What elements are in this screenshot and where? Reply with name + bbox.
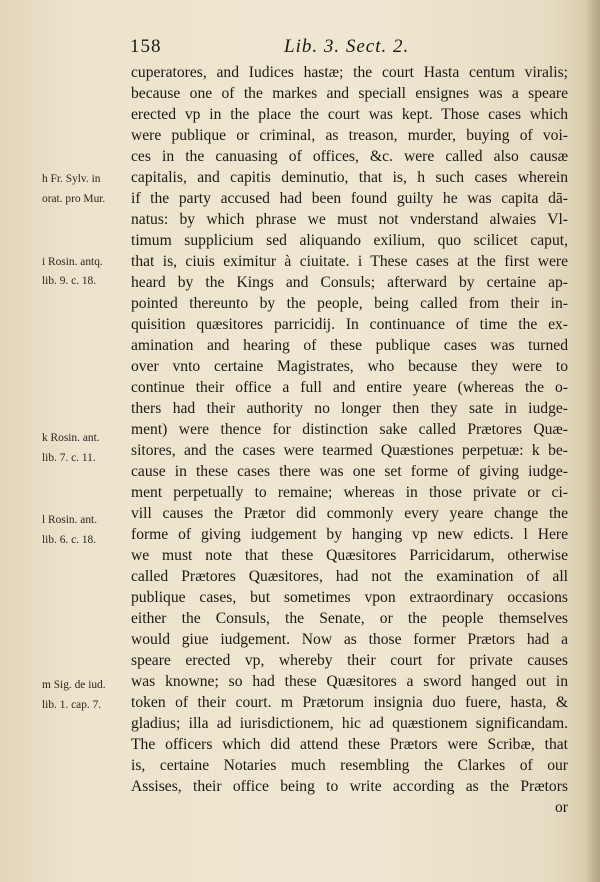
text-line: token of their court. m Prætorum insignia duo fuere, hasta, & bbox=[131, 694, 568, 711]
page-edge-shadow bbox=[586, 0, 600, 882]
text-line: quisition quæsitores parricidij. In continuance of time the ex- bbox=[131, 316, 568, 333]
text-line: cause in these cases there was one set forme of giving iudge- bbox=[131, 463, 568, 480]
text-line: amination and hearing of these publique cases was turned bbox=[131, 337, 568, 354]
text-line: ment) were thence for distinction sake called Prætores Quæ- bbox=[131, 421, 568, 438]
text-line: because one of the markes and speciall ensignes was a speare bbox=[131, 85, 568, 102]
text-line: speare erected vp, whereby their court for private causes bbox=[131, 652, 568, 669]
text-line: if the party accused had been found guilty he was capita dā- bbox=[131, 190, 568, 207]
text-line: thers had their authority no longer then they sate in iudge- bbox=[131, 400, 568, 417]
margin-note: i Rosin. antq. bbox=[42, 256, 103, 268]
margin-note: h Fr. Sylv. in bbox=[42, 173, 101, 185]
margin-note: lib. 9. c. 18. bbox=[42, 275, 97, 287]
page-header bbox=[130, 36, 570, 62]
text-line: cuperatores, and Iudices hastæ; the court Hasta centum viralis; bbox=[131, 64, 568, 81]
text-line: timum supplicium sed aliquando exilium, quo scilicet caput, bbox=[131, 232, 568, 249]
text-line: pointed thereunto by the people, being called from their in- bbox=[131, 295, 568, 312]
text-line: continue their office a full and entire yeare (whereas the o- bbox=[131, 379, 568, 396]
catchword: or bbox=[555, 799, 568, 816]
body-text bbox=[131, 62, 568, 818]
text-line: ces in the canuasing of offices, &c. were called also causæ bbox=[131, 148, 568, 165]
margin-note: orat. pro Mur. bbox=[42, 193, 106, 205]
text-line: ment perpetually to remaine; whereas in those private or ci- bbox=[131, 484, 568, 501]
text-line: either the Consuls, the Senate, or the people themselves bbox=[131, 610, 568, 627]
margin-note: lib. 7. c. 11. bbox=[42, 452, 96, 464]
text-line: Assises, their office being to write according as the Prætors bbox=[131, 778, 568, 795]
text-line: would giue iudgement. Now as those former Prætors had a bbox=[131, 631, 568, 648]
text-line: forme of giving iudgement by hanging vp new edicts. l Here bbox=[131, 526, 568, 543]
text-line: gladius; illa ad iurisdictionem, hic ad quæstionem significandam. bbox=[131, 715, 568, 732]
margin-note: l Rosin. ant. bbox=[42, 514, 98, 526]
text-line: heard by the Kings and Consuls; afterward by certaine ap- bbox=[131, 274, 568, 291]
text-line: vill causes the Prætor did commonly every yeare change the bbox=[131, 505, 568, 522]
text-line: called Prætores Quæsitores, had not the examination of all bbox=[131, 568, 568, 585]
text-line: that is, ciuis eximitur à ciuitate. i These cases at the first were bbox=[131, 253, 568, 270]
text-line: The officers which did attend these Prætors were Scribæ, that bbox=[131, 736, 568, 753]
text-line: sitores, and the cases were tearmed Quæstiones perpetuæ: k be- bbox=[131, 442, 568, 459]
text-line: were publique or criminal, as treason, murder, buying of voi- bbox=[131, 127, 568, 144]
margin-note: lib. 1. cap. 7. bbox=[42, 699, 102, 711]
text-line: publique cases, but sometimes vpon extraordinary occasions bbox=[131, 589, 568, 606]
margin-note: m Sig. de iud. bbox=[42, 679, 106, 691]
page-number: 158 bbox=[130, 36, 162, 57]
margin-note: k Rosin. ant. bbox=[42, 432, 100, 444]
text-line: natus: by which phrase we must not vnderstand alwaies Vl- bbox=[131, 211, 568, 228]
text-line: is, certaine Notaries much resembling the Clarkes of our bbox=[131, 757, 568, 774]
text-line: over vnto certaine Magistrates, who because they were to bbox=[131, 358, 568, 375]
text-line: was knowne; so had these Quæsitores a sword hanged out in bbox=[131, 673, 568, 690]
text-line: erected vp in the place the court was kept. Those cases which bbox=[131, 106, 568, 123]
running-title: Lib. 3. Sect. 2. bbox=[284, 36, 410, 57]
text-line: we must note that these Quæsitores Parricidarum, otherwise bbox=[131, 547, 568, 564]
text-line: capitalis, and capitis deminutio, that is, h such cases wherein bbox=[131, 169, 568, 186]
margin-note: lib. 6. c. 18. bbox=[42, 534, 97, 546]
